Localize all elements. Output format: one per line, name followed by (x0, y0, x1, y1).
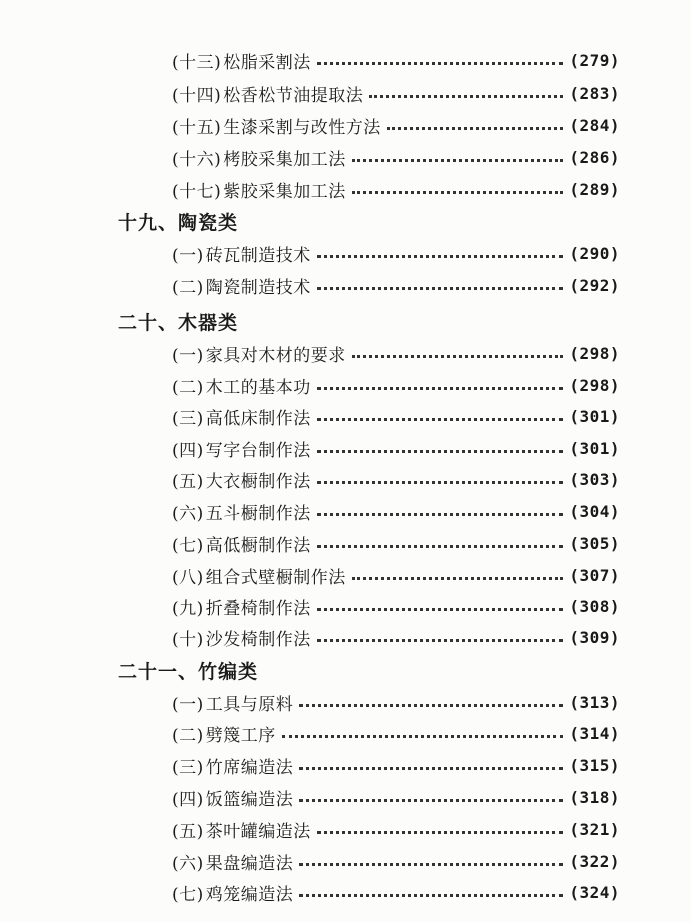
entry-page-number: (322) (569, 851, 620, 871)
dot-leader (317, 385, 564, 390)
dot-leader (317, 829, 564, 834)
entry-title: 组合式壁橱制作法 (205, 567, 346, 588)
entry-number: (九) (172, 598, 204, 619)
dot-leader (299, 765, 563, 770)
entry-number: (三) (172, 408, 204, 429)
entry-page-number: (290) (569, 243, 620, 263)
dot-leader (299, 861, 563, 866)
toc-entry (172, 340, 620, 366)
toc-entry (172, 879, 620, 905)
dot-leader (317, 448, 564, 453)
entry-number: (十七) (172, 181, 222, 202)
entry-page-number: (298) (569, 343, 620, 363)
entry-page-number: (309) (569, 627, 620, 647)
entry-page-number: (303) (569, 469, 620, 489)
entry-number: (四) (172, 789, 204, 810)
entry-page-number: (279) (569, 50, 620, 70)
entry-title: 砖瓦制造技术 (205, 245, 311, 266)
toc-entry (172, 372, 620, 398)
entry-number: (十六) (172, 149, 222, 170)
entry-page-number: (314) (569, 723, 620, 743)
toc-entry (172, 80, 620, 106)
toc-entry (172, 530, 620, 556)
toc-entry (172, 689, 620, 715)
toc-entry (172, 848, 620, 874)
toc-entry (172, 784, 620, 810)
entry-number: (六) (172, 503, 204, 524)
dot-leader (352, 157, 564, 162)
entry-number: (十) (172, 629, 204, 650)
entry-title: 松香松节油提取法 (223, 85, 364, 106)
entry-number: (五) (172, 471, 204, 492)
entry-title: 鸡笼编造法 (205, 884, 294, 905)
entry-number: (七) (172, 884, 204, 905)
dot-leader (317, 479, 564, 484)
toc-entry (172, 816, 620, 842)
toc-entry (172, 272, 620, 298)
entry-title: 生漆采割与改性方法 (223, 117, 381, 138)
dot-leader (317, 637, 564, 642)
dot-leader (299, 702, 563, 707)
entry-page-number: (301) (569, 438, 620, 458)
toc-entry (172, 752, 620, 778)
entry-title: 陶瓷制造技术 (205, 277, 311, 298)
entry-title: 高低床制作法 (205, 408, 311, 429)
dot-leader (299, 892, 563, 897)
entry-page-number: (298) (569, 375, 620, 395)
entry-title: 茶叶罐编造法 (205, 821, 311, 842)
section-heading: 十九、陶瓷类 (118, 211, 239, 234)
dot-leader (317, 511, 564, 516)
entry-number: (十四) (172, 85, 222, 106)
entry-number: (十三) (172, 52, 222, 73)
toc-entry (172, 403, 620, 429)
entry-page-number: (305) (569, 533, 620, 553)
toc-entry (172, 112, 620, 138)
entry-page-number: (301) (569, 406, 620, 426)
dot-leader (317, 60, 564, 65)
entry-page-number: (304) (569, 501, 620, 521)
toc-entry (172, 593, 620, 619)
toc-entry (172, 562, 620, 588)
entry-page-number: (324) (569, 882, 620, 902)
entry-page-number: (286) (569, 147, 620, 167)
entry-page-number: (321) (569, 819, 620, 839)
entry-title: 栲胶采集加工法 (223, 149, 346, 170)
entry-number: (四) (172, 440, 204, 461)
toc-entry (172, 498, 620, 524)
entry-number: (一) (172, 345, 204, 366)
entry-page-number: (318) (569, 787, 620, 807)
toc-entry (172, 240, 620, 266)
entry-number: (七) (172, 535, 204, 556)
entry-number: (三) (172, 757, 204, 778)
entry-title: 劈篾工序 (205, 725, 276, 746)
entry-title: 工具与原料 (205, 694, 294, 715)
toc-entry (172, 144, 620, 170)
entry-title: 竹席编造法 (205, 757, 294, 778)
section-heading: 二十、木器类 (118, 311, 239, 334)
dot-leader (317, 606, 564, 611)
section-heading: 二十一、竹编类 (118, 660, 259, 683)
dot-leader (352, 189, 564, 194)
entry-title: 果盘编造法 (205, 853, 294, 874)
entry-title: 饭篮编造法 (205, 789, 294, 810)
toc-entry (172, 435, 620, 461)
entry-title: 松脂采割法 (223, 52, 311, 73)
dot-leader (282, 733, 564, 738)
dot-leader (369, 93, 563, 98)
entry-number: (八) (172, 567, 204, 588)
dot-leader (317, 285, 564, 290)
entry-page-number: (313) (569, 692, 620, 712)
entry-title: 折叠椅制作法 (205, 598, 311, 619)
entry-number: (二) (172, 277, 204, 298)
dot-leader (352, 575, 564, 580)
entry-number: (一) (172, 245, 204, 266)
entry-title: 紫胶采集加工法 (223, 181, 346, 202)
entry-number: (十五) (172, 117, 222, 138)
entry-page-number: (315) (569, 755, 620, 775)
entry-page-number: (283) (569, 83, 620, 103)
dot-leader (299, 797, 563, 802)
entry-page-number: (289) (569, 179, 620, 199)
toc-entry (172, 176, 620, 202)
entry-title: 家具对木材的要求 (205, 345, 346, 366)
entry-page-number: (308) (569, 596, 620, 616)
entry-title: 高低橱制作法 (205, 535, 311, 556)
toc-entry (172, 720, 620, 746)
entry-page-number: (292) (569, 275, 620, 295)
dot-leader (317, 253, 564, 258)
entry-number: (五) (172, 821, 204, 842)
dot-leader (387, 125, 564, 130)
entry-number: (二) (172, 377, 204, 398)
entry-title: 五斗橱制作法 (205, 503, 311, 524)
entry-title: 木工的基本功 (205, 377, 311, 398)
entry-number: (一) (172, 694, 204, 715)
entry-page-number: (284) (569, 115, 620, 135)
entry-page-number: (307) (569, 565, 620, 585)
dot-leader (317, 543, 564, 548)
entry-title: 写字台制作法 (205, 440, 311, 461)
dot-leader (352, 353, 564, 358)
entry-number: (二) (172, 725, 204, 746)
toc-entry (172, 47, 620, 73)
entry-title: 沙发椅制作法 (205, 629, 311, 650)
entry-title: 大衣橱制作法 (205, 471, 311, 492)
entry-number: (六) (172, 853, 204, 874)
toc-entry (172, 624, 620, 650)
dot-leader (317, 416, 564, 421)
toc-entry (172, 466, 620, 492)
